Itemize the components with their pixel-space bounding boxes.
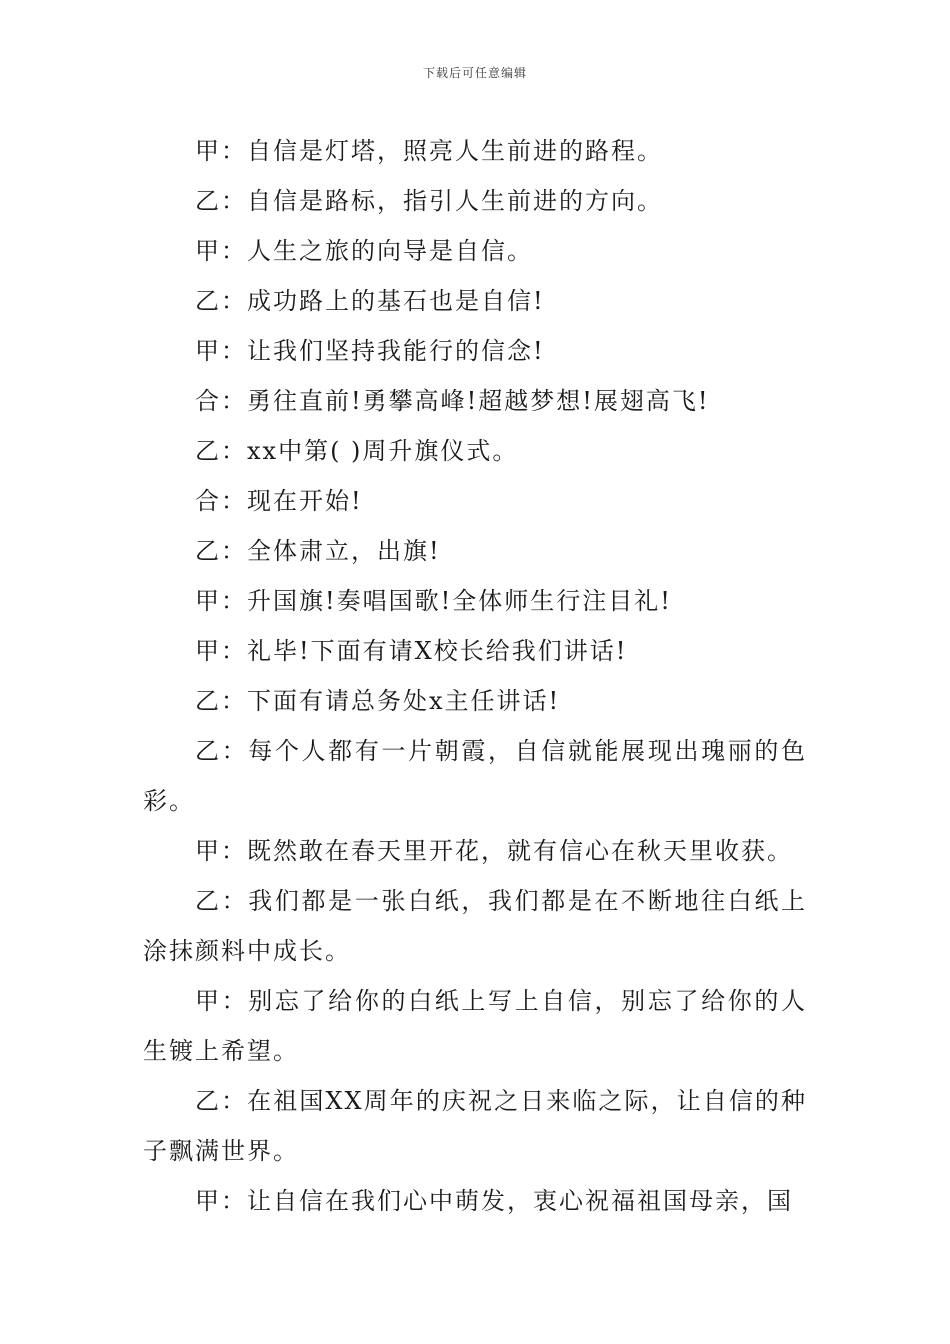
header-note: 下载后可任意编辑 <box>422 66 527 80</box>
dialogue-line: 乙：全体肃立，出旗! <box>195 537 441 565</box>
dialogue-line: 甲：自信是灯塔，照亮人生前进的路程。 <box>195 137 663 165</box>
dialogue-line: 甲：既然敢在春天里开花，就有信心在秋天里收获。 <box>195 837 793 865</box>
dialogue-line: 乙：下面有请总务处x主任讲话! <box>195 687 561 715</box>
dialogue-line: 乙：我们都是一张白纸，我们都是在不断地往白纸上涂抹颜料中成长。 <box>143 887 807 965</box>
dialogue-line: 甲：让我们坚持我能行的信念! <box>195 337 545 365</box>
dialogue-line: 乙：自信是路标，指引人生前进的方向。 <box>195 187 663 215</box>
dialogue-line: 甲：人生之旅的向导是自信。 <box>195 237 533 265</box>
dialogue-line: 甲：别忘了给你的白纸上写上自信，别忘了给你的人生镀上希望。 <box>143 987 807 1065</box>
document-body <box>143 126 807 1226</box>
dialogue-line: 甲：让自信在我们心中萌发，衷心祝福祖国母亲，国 <box>195 1187 793 1215</box>
dialogue-line: 乙：成功路上的基石也是自信! <box>195 287 545 315</box>
dialogue-line: 甲：升国旗!奏唱国歌!全体师生行注目礼! <box>195 587 672 615</box>
dialogue-line: 合：现在开始! <box>195 487 363 515</box>
dialogue-line: 甲：礼毕!下面有请X校长给我们讲话! <box>195 637 628 665</box>
dialogue-line: 合：勇往直前!勇攀高峰!超越梦想!展翅高飞! <box>195 387 710 415</box>
dialogue-line: 乙：每个人都有一片朝霞，自信就能展现出瑰丽的色彩。 <box>143 737 807 815</box>
dialogue-line: 乙：在祖国XX周年的庆祝之日来临之际，让自信的种子飘满世界。 <box>143 1087 807 1165</box>
dialogue-line: 乙：xx中第( )周升旗仪式。 <box>195 437 519 465</box>
